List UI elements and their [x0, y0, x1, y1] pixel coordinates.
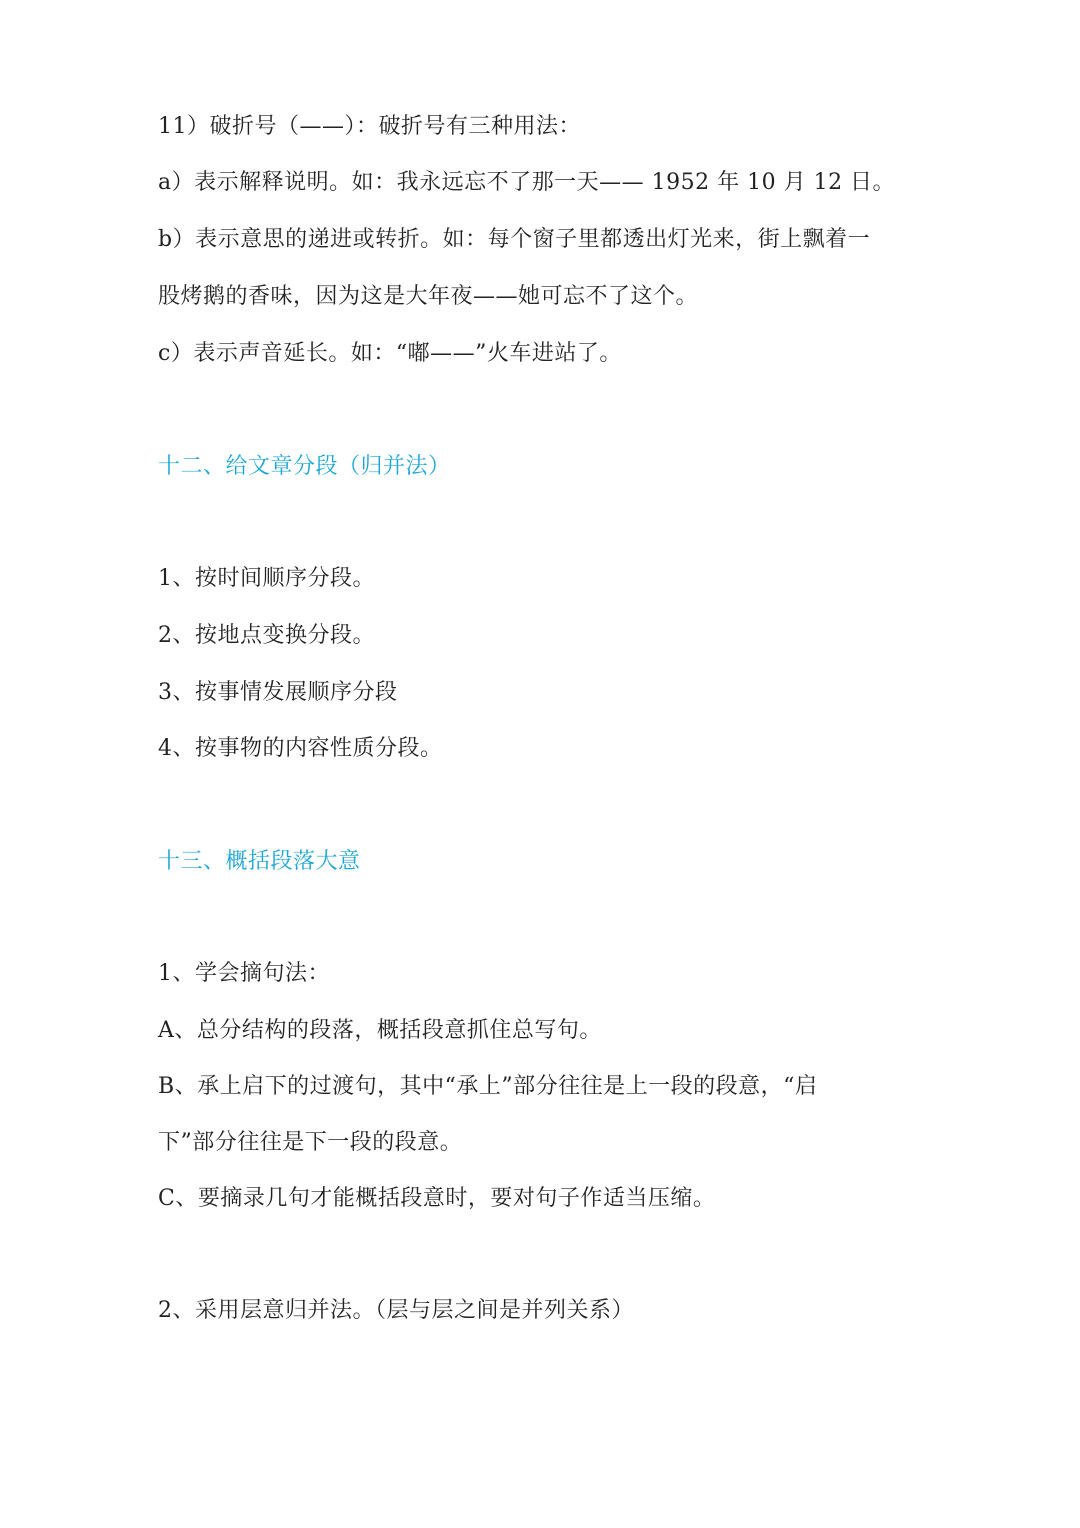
method-1-b-line1: B、承上启下的过渡句，其中“承上”部分往往是上一段的段意，“启 [158, 1074, 818, 1099]
method-1-title: 1、学会摘句法： [158, 961, 330, 986]
section-13-heading: 十三、概括段落大意 [158, 849, 361, 874]
list-item: 2、按地点变换分段。 [158, 623, 375, 648]
list-item: 4、按事物的内容性质分段。 [158, 736, 443, 761]
dash-usage-b-line1: b）表示意思的递进或转折。如：每个窗子里都透出灯光来，街上飘着一 [158, 227, 871, 252]
dash-usage-c: c）表示声音延长。如：“嘟——”火车进站了。 [158, 341, 622, 366]
section-12-heading: 十二、给文章分段（归并法） [158, 454, 451, 479]
method-2-title: 2、采用层意归并法。（层与层之间是并列关系） [158, 1298, 634, 1323]
dash-usage-a: a）表示解释说明。如：我永远忘不了那一天—— 1952 年 10 月 12 日。 [158, 170, 896, 195]
list-item: 3、按事情发展顺序分段 [158, 680, 398, 705]
method-1-c: C、要摘录几句才能概括段意时，要对句子作适当压缩。 [158, 1186, 716, 1211]
method-1-a: A、总分结构的段落，概括段意抓住总写句。 [158, 1018, 602, 1043]
list-item: 1、按时间顺序分段。 [158, 566, 375, 591]
method-1-b-line2: 下”部分往往是下一段的段意。 [158, 1130, 463, 1155]
dash-usage-title: 11）破折号（——）：破折号有三种用法： [158, 114, 581, 139]
dash-usage-b-line2: 股烤鹅的香味，因为这是大年夜——她可忘不了这个。 [158, 284, 699, 309]
